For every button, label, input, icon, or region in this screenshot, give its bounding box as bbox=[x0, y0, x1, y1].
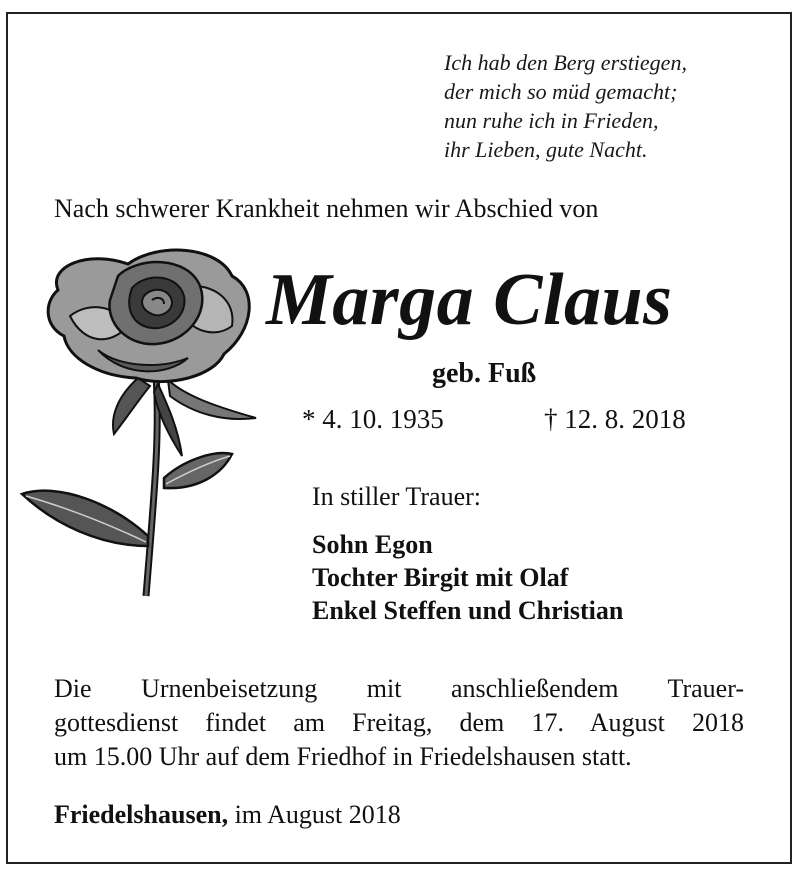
service-line: gottesdienst findet am Freitag, dem 17. August 2018 bbox=[54, 708, 744, 737]
poem-line: Ich hab den Berg erstiegen, bbox=[444, 50, 687, 75]
poem bbox=[444, 48, 764, 164]
mourners-list bbox=[312, 528, 623, 627]
deceased-name: Marga Claus bbox=[266, 259, 673, 341]
mourner: Tochter Birgit mit Olaf bbox=[312, 563, 569, 592]
service-line: Die Urnenbeisetzung mit anschließendem Trauer- bbox=[54, 674, 744, 703]
intro-text: Nach schwerer Krankheit nehmen wir Abschied von bbox=[54, 194, 599, 223]
maiden-name: geb. Fuß bbox=[432, 358, 537, 389]
mourner: Enkel Steffen und Christian bbox=[312, 596, 624, 625]
closing-line bbox=[54, 800, 401, 830]
closing-date: im August 2018 bbox=[234, 800, 401, 829]
closing-place: Friedelshausen, bbox=[54, 800, 229, 829]
poem-line: ihr Lieben, gute Nacht. bbox=[444, 137, 648, 162]
mourning-label: In stiller Trauer: bbox=[312, 482, 481, 511]
poem-line: nun ruhe ich in Frieden, bbox=[444, 108, 659, 133]
birth-date: * 4. 10. 1935 bbox=[302, 404, 444, 434]
death-date: † 12. 8. 2018 bbox=[544, 404, 686, 434]
rose-icon bbox=[18, 246, 268, 606]
mourner: Sohn Egon bbox=[312, 530, 433, 559]
service-announcement bbox=[54, 672, 744, 774]
service-line: um 15.00 Uhr auf dem Friedhof in Friedelshausen statt. bbox=[54, 742, 632, 771]
poem-line: der mich so müd gemacht; bbox=[444, 79, 678, 104]
